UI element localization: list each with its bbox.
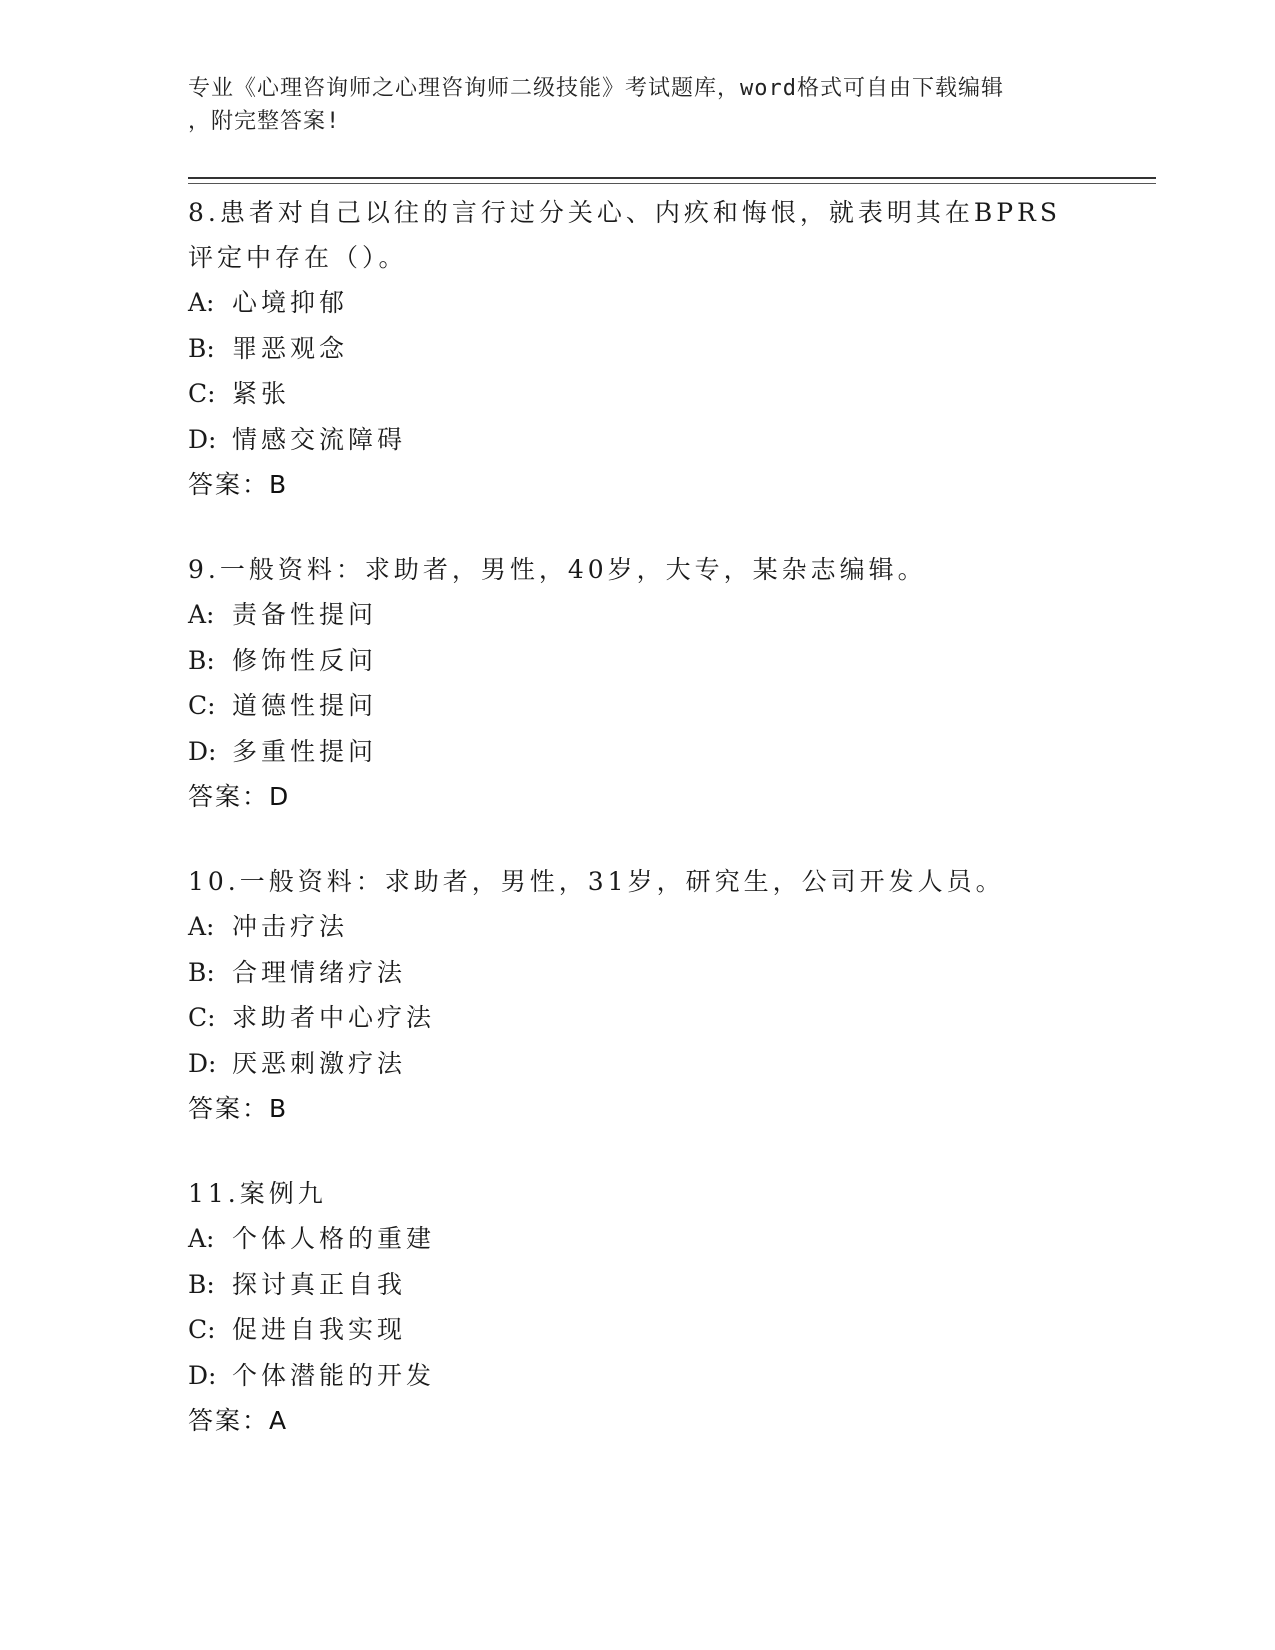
- option-c: [188, 371, 1088, 417]
- option-letter: D:: [188, 1048, 217, 1078]
- question-9: [188, 547, 1088, 819]
- option-text: 情感交流障碍: [232, 424, 407, 454]
- option-text: 心境抑郁: [232, 288, 349, 317]
- option-c: [188, 683, 1088, 729]
- header-divider-thick: [188, 177, 1156, 179]
- question-stem: 8.患者对自己以往的言行过分关心、内疚和悔恨，就表明其在BPRS评定中存在（）。: [188, 198, 1061, 272]
- question-10: [188, 859, 1088, 1131]
- option-letter: B:: [188, 957, 215, 987]
- option-text: 个体潜能的开发: [232, 1360, 436, 1390]
- option-c: [188, 995, 1088, 1041]
- option-text: 罪恶观念: [232, 333, 349, 363]
- option-d: [188, 1041, 1088, 1087]
- option-letter: C:: [188, 379, 216, 408]
- option-letter: C:: [188, 691, 216, 720]
- option-letter: A:: [188, 1224, 215, 1253]
- option-a: [188, 1216, 1088, 1262]
- option-text: 探讨真正自我: [232, 1269, 407, 1299]
- question-stem: 11.案例九: [188, 1179, 327, 1208]
- header-line-2: ，附完整答案!: [188, 109, 341, 134]
- option-b: [188, 1262, 1088, 1308]
- option-text: 个体人格的重建: [232, 1224, 436, 1253]
- option-letter: B:: [188, 333, 215, 363]
- question-stem: 10.一般资料：求助者，男性，31岁，研究生，公司开发人员。: [188, 867, 1005, 896]
- option-letter: D:: [188, 1360, 217, 1390]
- option-text: 促进自我实现: [232, 1315, 407, 1344]
- option-text: 紧张: [232, 379, 291, 408]
- option-text: 责备性提问: [232, 600, 378, 629]
- option-letter: D:: [188, 424, 217, 454]
- answer-line: 答案：A: [188, 1406, 289, 1435]
- question-8: [188, 190, 1088, 507]
- option-d: [188, 1353, 1088, 1399]
- option-d: [188, 417, 1088, 463]
- option-letter: B:: [188, 645, 215, 675]
- option-b: [188, 950, 1088, 996]
- question-list: [188, 190, 1088, 1483]
- option-letter: C:: [188, 1315, 216, 1344]
- question-stem: 9.一般资料：求助者，男性，40岁，大专，某杂志编辑。: [188, 555, 927, 584]
- option-text: 多重性提问: [232, 736, 378, 766]
- option-a: [188, 280, 1088, 326]
- option-letter: A:: [188, 912, 215, 941]
- option-letter: D:: [188, 736, 217, 766]
- option-c: [188, 1307, 1088, 1353]
- option-letter: B:: [188, 1269, 215, 1299]
- header-line-1: 专业《心理咨询师之心理咨询师二级技能》考试题库，word格式可自由下载编辑: [188, 76, 1004, 101]
- answer-line: 答案：B: [188, 1094, 289, 1123]
- option-letter: C:: [188, 1003, 216, 1032]
- answer-line: 答案：B: [188, 470, 289, 499]
- option-b: [188, 326, 1088, 372]
- header-divider-thin: [188, 183, 1156, 184]
- option-text: 冲击疗法: [232, 912, 349, 941]
- option-a: [188, 592, 1088, 638]
- option-d: [188, 729, 1088, 775]
- option-a: [188, 904, 1088, 950]
- option-text: 厌恶刺激疗法: [232, 1048, 407, 1078]
- question-11: [188, 1171, 1088, 1443]
- option-letter: A:: [188, 600, 215, 629]
- option-text: 修饰性反问: [232, 645, 378, 675]
- option-letter: A:: [188, 288, 215, 317]
- option-text: 道德性提问: [232, 691, 378, 720]
- option-b: [188, 638, 1088, 684]
- answer-line: 答案：D: [188, 782, 291, 811]
- option-text: 求助者中心疗法: [232, 1003, 436, 1032]
- document-header: [188, 72, 1088, 138]
- option-text: 合理情绪疗法: [232, 957, 407, 987]
